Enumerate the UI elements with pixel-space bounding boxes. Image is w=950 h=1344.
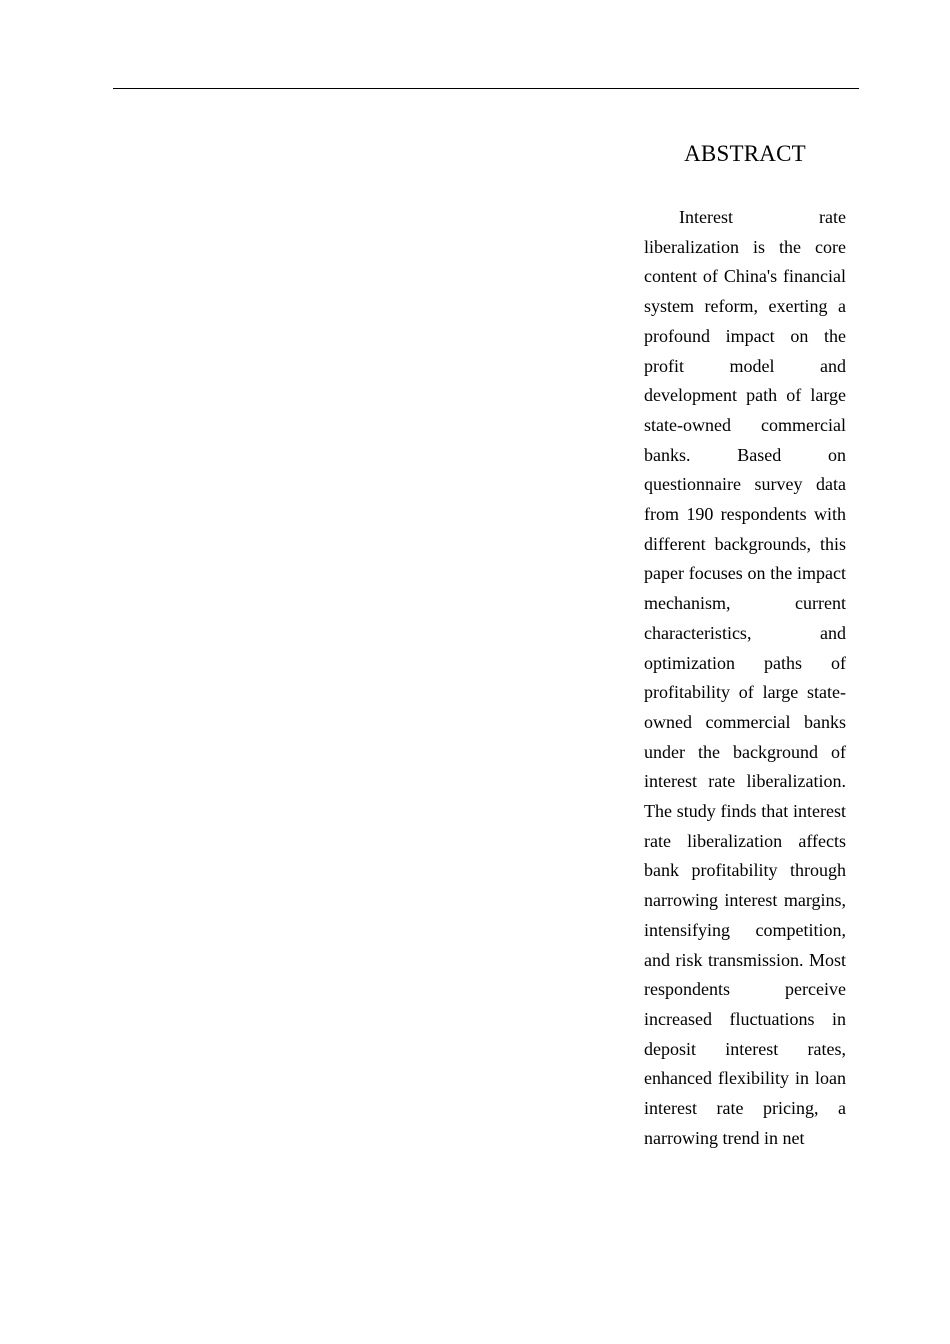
- abstract-heading: ABSTRACT: [684, 141, 806, 166]
- header-rule: [113, 88, 859, 89]
- abstract-section: [644, 140, 846, 1154]
- abstract-paragraph: Interest rate liberalization is the core content of China's financial system reform, exerting a profound impact on the profit model and development path of large state-owned commercial banks. Based on questionnaire survey data from 190 respondents with different backgrounds, this paper focuses on the impact mechanism, current characteristics, and optimization paths of profitability of large state-owned commercial banks under the background of interest rate liberalization. The study finds that interest rate liberalization affects bank profitability through narrowing interest margins, intensifying competition, and risk transmission. Most respondents perceive increased fluctuations in deposit interest rates, enhanced flexibility in loan interest rate pricing, a narrowing trend in net: [644, 207, 846, 1148]
